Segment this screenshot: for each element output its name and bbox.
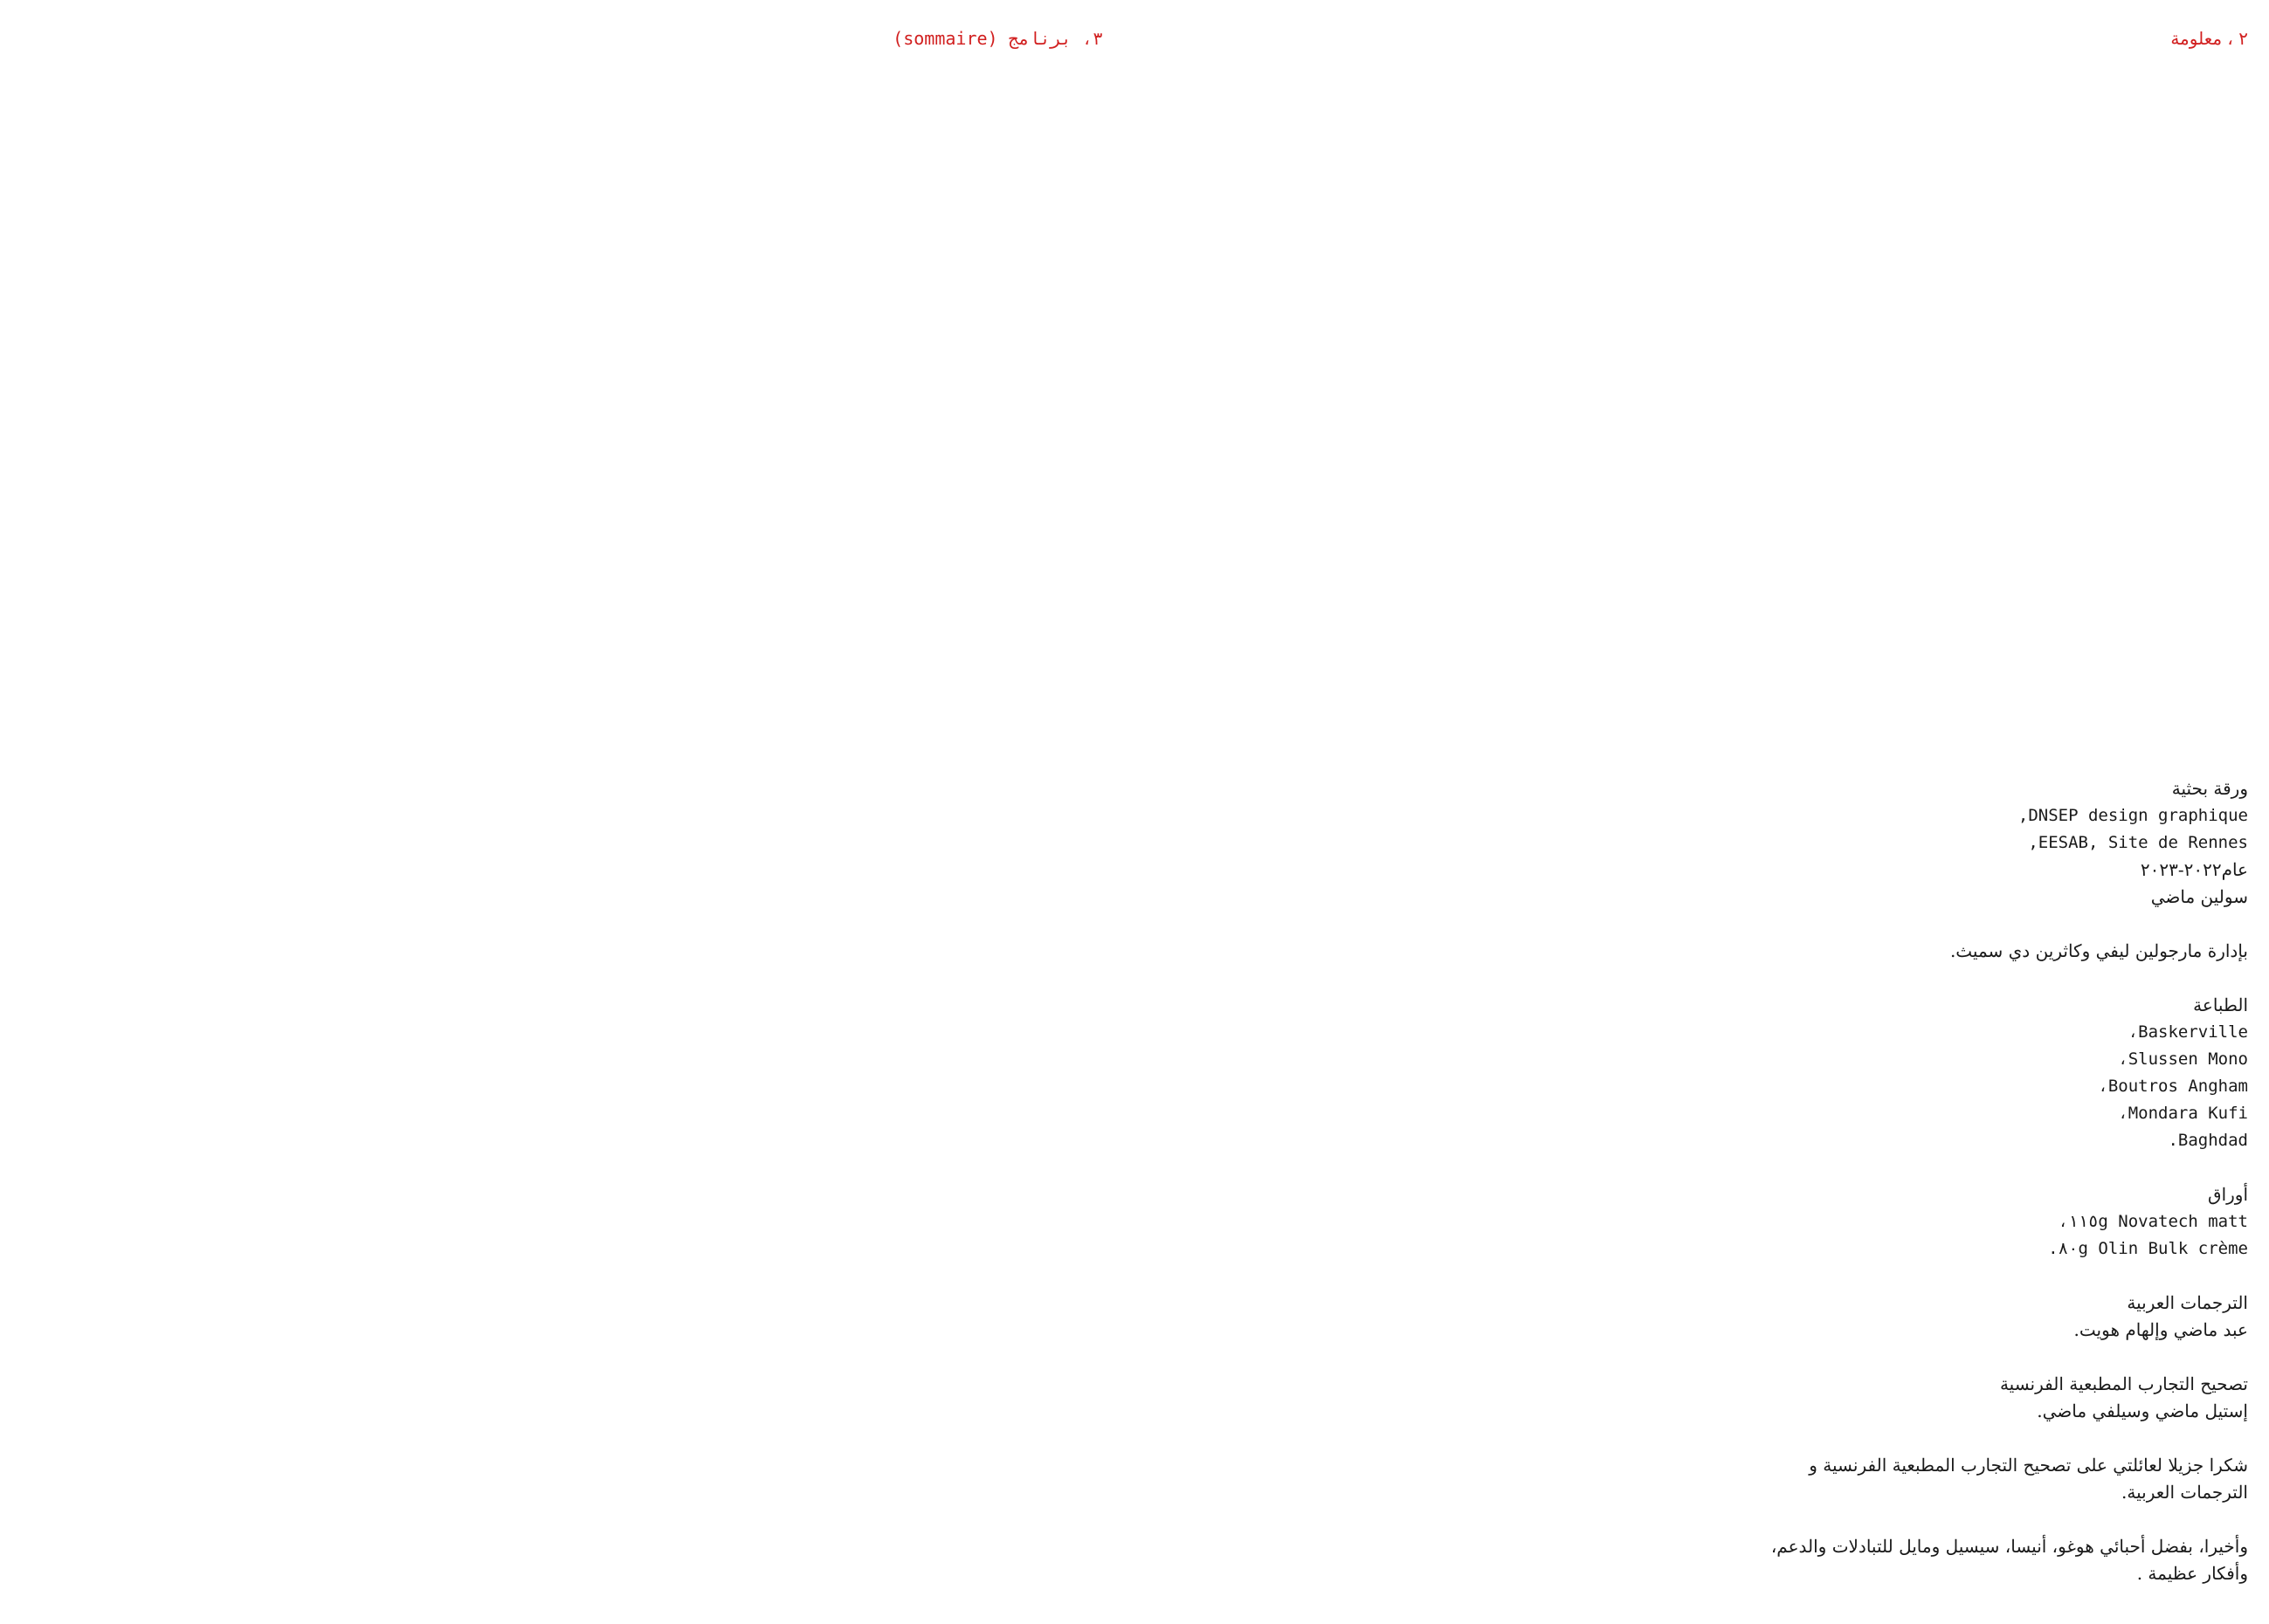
- colophon-line: Boutros Angham،: [2098, 1077, 2248, 1096]
- colophon-line: EESAB, Site de Rennes,: [2028, 833, 2248, 852]
- toc-entry: [0, 877, 1135, 903]
- colophon-line: الترجمات العربية: [2127, 1292, 2248, 1313]
- toc-entry: [0, 1283, 1135, 1309]
- toc-entry: [0, 714, 1135, 740]
- toc-entry: [0, 633, 1135, 659]
- toc-entry: [0, 173, 1135, 199]
- toc-entry: [0, 741, 1135, 767]
- colophon-line: سولين ماضي: [2150, 886, 2248, 907]
- colophon-line: وأخيرا، بفضل أحبائي هوغو، أنيسا، سيسيل ومايل للتبادلات والدعم،: [1770, 1536, 2248, 1557]
- toc-entry: [0, 904, 1135, 930]
- toc-entry: [0, 768, 1135, 795]
- colophon-line: Slussen Mono،: [2118, 1049, 2248, 1069]
- toc-entry: [0, 1120, 1135, 1146]
- toc-entry: [0, 200, 1135, 226]
- toc-entry: [0, 931, 1135, 957]
- colophon-line: عبد ماضي وإلهام هويت.: [2073, 1319, 2248, 1340]
- toc-entry: [0, 77, 1135, 103]
- colophon-line: بإدارة مارجولين ليفي وكاثرين دي سميث.: [1949, 940, 2248, 961]
- colophon-line: Baskerville،: [2128, 1022, 2248, 1042]
- colophon-line: Mondara Kufi،: [2118, 1104, 2248, 1123]
- colophon-line: الترجمات العربية.: [2121, 1482, 2248, 1503]
- colophon-heading: ٢ ، معلومة: [2170, 28, 2248, 49]
- toc-entry: [0, 1418, 1135, 1444]
- toc-entry: [0, 1553, 1135, 1579]
- toc-entry: [0, 552, 1135, 578]
- toc-entry: [0, 416, 1135, 443]
- toc-entry: [0, 227, 1135, 253]
- colophon-line: Novatech matt ١١٥g،: [2058, 1212, 2248, 1231]
- toc-entry: [0, 444, 1135, 470]
- toc-entry: [0, 281, 1135, 307]
- toc-entry: [0, 822, 1135, 849]
- toc-entry: [0, 389, 1135, 416]
- toc-entry: [0, 958, 1135, 984]
- colophon-line: DNSEP design graphique,: [2017, 806, 2248, 825]
- toc-entry: [0, 1174, 1135, 1201]
- toc-entry: [0, 660, 1135, 686]
- colophon-line: عام٢٠٢٢-٢٠٢٣: [2140, 859, 2248, 880]
- toc-entry: [0, 1445, 1135, 1471]
- toc-entry: [0, 335, 1135, 361]
- colophon-line: شكرا جزيلا لعائلتي على تصحيح التجارب المطبعية الفرنسية و: [1809, 1455, 2248, 1476]
- colophon-line: الطباعة: [2193, 994, 2248, 1015]
- toc-entry: [0, 1499, 1135, 1525]
- colophon: [1135, 0, 2269, 1624]
- toc-entry: [0, 1039, 1135, 1065]
- colophon-line: تصحيح التجارب المطبعية الفرنسية: [1999, 1373, 2248, 1394]
- toc-entry: [0, 795, 1135, 822]
- colophon-line: Olin Bulk crème ٨٠g.: [2048, 1239, 2248, 1258]
- toc-entry: [0, 1066, 1135, 1092]
- colophon-line: Baghdad.: [2168, 1131, 2248, 1150]
- toc-entry: [0, 1364, 1135, 1390]
- toc-entry: [0, 850, 1135, 876]
- toc-entry: [0, 120, 1135, 146]
- toc-heading: ٣، برنامج (sommaire): [893, 28, 1103, 49]
- toc-entry: [0, 308, 1135, 334]
- colophon-line: إستيل ماضي وسيلفي ماضي.: [2037, 1400, 2248, 1421]
- colophon-line: أوراق: [2208, 1184, 2248, 1205]
- toc-entry: [0, 687, 1135, 713]
- toc-entry: [0, 985, 1135, 1011]
- toc-entry: [0, 1310, 1135, 1336]
- colophon-line: وأفكار عظيمة .: [2136, 1563, 2248, 1584]
- toc-entry: [0, 1228, 1135, 1255]
- toc-entry: [0, 579, 1135, 605]
- toc-entry: [0, 1337, 1135, 1363]
- colophon-line: ورقة بحثية: [2171, 778, 2248, 799]
- toc-entry: [0, 1201, 1135, 1228]
- toc-entry: [0, 498, 1135, 524]
- toc-entry: [0, 1472, 1135, 1498]
